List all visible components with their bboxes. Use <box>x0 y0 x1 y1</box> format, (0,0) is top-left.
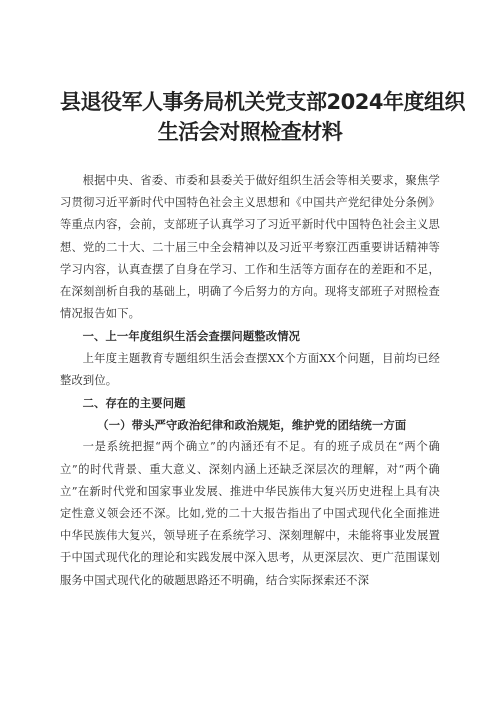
section1-heading: 一、上一年度组织生活会查摆问题整改情况 <box>82 329 301 344</box>
section2-heading: 二、存在的主要问题 <box>82 396 186 411</box>
subsection1-heading: （一）带头严守政治纪律和政治规矩，维护党的团结统一方面 <box>97 418 407 433</box>
intro-paragraph: 根据中央、省委、市委和县委关于做好组织生活会等相关要求，聚焦学习贯彻习近平新时代中国特色社会主义思想和《中国共产党纪律处分条例》等重点内容，会前，支部班子认真学习了习近平新时代中国特色社会主义思想、党的二十大、二十届三中全会精神以及习近平考察江西重要讲话精神等学习内容，认真查摆了自身在学习、工作和生活等方面存在的差距和不足，在深刻剖析自我的基础上，明确了今后努力的方向。现将支部班子对照检查情况报告如下。 <box>60 174 440 321</box>
subsection1-paragraph: 一是系统把握“两个确立”的内涵还有不足。有的班子成员在“两个确立”的时代背景、重大意义、深刻内涵上还缺乏深层次的理解，对“两个确立”在新时代党和国家事业发展、推进中华民族伟大复兴历史进程上具有决定性意义领会还不深。比如,党的二十大报告指出了中国式现代化全面推进中华民族伟大复兴，领导班子在系统学习、深刻理解中，未能将事业发展置于中国式现代化的理论和实践发展中深入思考，从更深层次、更广范围谋划服务中国式现代化的破题思路还不明确，结合实际探索还不深 <box>60 440 440 587</box>
document-title-line1: 县退役军人事务局机关党支部2024年度组织 <box>60 90 465 114</box>
document-body <box>60 170 440 592</box>
document-title-line2: 生活会对照检查材料 <box>157 120 343 144</box>
section1-paragraph: 上年度主题教育专题组织生活会查摆XX个方面XX个问题，目前均已经整改到位。 <box>60 351 440 387</box>
